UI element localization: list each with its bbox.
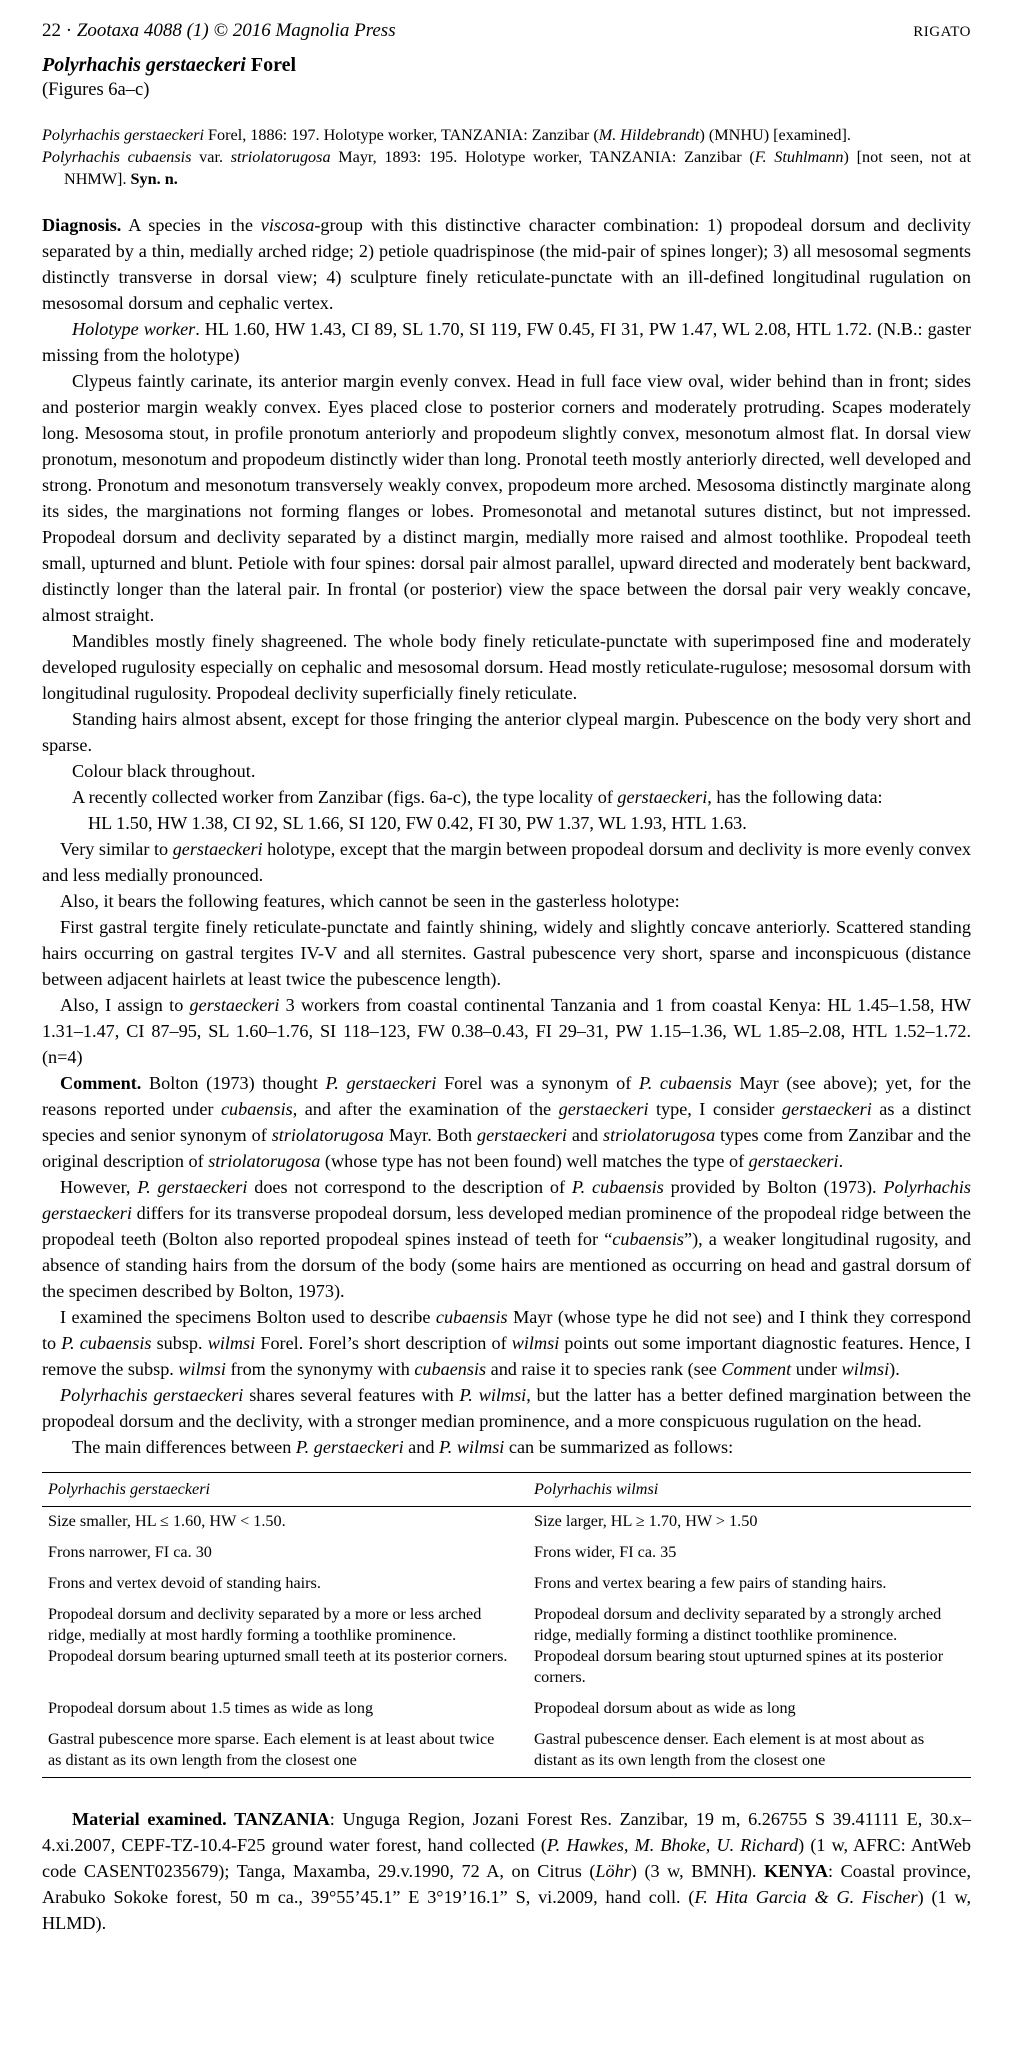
text-column xyxy=(42,52,971,1936)
table-header-row xyxy=(42,1473,971,1507)
description-paragraph: Clypeus faintly carinate, its anterior margin evenly convex. Head in full face view oval, wider behind than in front; sides and posterior margin weakly convex. Eyes placed close to posterior corners and moderately protruding. Scapes moderately long. Mesosoma stout, in profile pronotum anteriorly and propodeum slightly convex, mesonotum almost flat. In dorsal view pronotum, mesonotum and propodeum distinctly wider than long. Pronotal teeth mostly anteriorly directed, well developed and strong. Pronotum and mesonotum transversely weakly convex, propodeum more arched. Mesosoma distinctly marginate along its sides, the marginations not forming flanges or lobes. Promesonotal and metanotal sutures distinct, but not impressed. Propodeal dorsum and declivity separated by a distinct margin, medially more raised and almost toothlike. Propodeal teeth small, upturned and blunt. Petiole with four spines: dorsal pair almost parallel, upward directed and moderately bent backward, distinctly longer than the lateral pair. In frontal (or posterior) view the space between the dorsal pair very weakly concave, almost straight. xyxy=(42,371,971,625)
taxon-heading xyxy=(42,52,971,78)
taxon-name: Polyrhachis gerstaeckeri xyxy=(42,54,246,76)
comparison-table xyxy=(42,1472,971,1778)
page-number: 22 xyxy=(42,20,61,41)
table-cell: Propodeal dorsum about 1.5 times as wide as long xyxy=(48,1699,374,1717)
synonymy-list xyxy=(42,124,971,190)
table-cell: Frons wider, FI ca. 35 xyxy=(534,1543,677,1561)
synonymy-entry: Polyrhachis gerstaeckeri Forel, 1886: 197. Holotype worker, TANZANIA: Zanzibar (M. Hildebrandt) (MNHU) [examined]. xyxy=(42,126,851,144)
figure-reference: (Figures 6a–c) xyxy=(42,80,150,100)
body-paragraph: First gastral tergite finely reticulate-punctate and faintly shining, widely and slightly concave anteriorly. Scattered standing hairs occurring on gastral tergites IV-V and all sternites. Gastral pubescence very short, sparse and inconspicuous (distance between adjacent hairlets at least twice the pubescence length). xyxy=(42,917,971,989)
body-paragraph: Very similar to gerstaeckeri holotype, except that the margin between propodeal dorsum and declivity is more evenly convex and less medially pronounced. xyxy=(42,839,972,885)
body-paragraph: I examined the specimens Bolton used to describe cubaensis Mayr (whose type he did not see) and I think they correspond to P. cubaensis subsp. wilmsi Forel. Forel’s short description of wilmsi points out some important diagnostic features. Hence, I remove the subsp. wilmsi from the synonymy with cubaensis and raise it to species rank (see Comment under wilmsi). xyxy=(42,1307,971,1379)
table-header-cell: Polyrhachis gerstaeckeri xyxy=(48,1480,210,1498)
table-row xyxy=(42,1538,971,1569)
description-paragraph: A recently collected worker from Zanzibar (figs. 6a-c), the type locality of gerstaeckeri, has the following data: xyxy=(72,787,883,807)
measurement-line: HL 1.50, HW 1.38, CI 92, SL 1.66, SI 120, FW 0.42, FI 30, PW 1.37, WL 1.93, HTL 1.63. xyxy=(88,813,747,833)
table-row xyxy=(42,1569,971,1600)
comment-paragraph: Comment. Bolton (1973) thought P. gerstaeckeri Forel was a synonym of P. cubaensis Mayr (see above); yet, for the reasons reported under cubaensis, and after the examination of the gerstaeckeri type, I consider gerstaeckeri as a distinct species and senior synonym of striolatorugosa Mayr. Both gerstaeckeri and striolatorugosa types come from Zanzibar and the original description of striolatorugosa (whose type has not been found) well matches the type of gerstaeckeri. xyxy=(42,1073,972,1171)
table-cell: Frons narrower, FI ca. 30 xyxy=(48,1543,212,1561)
synonymy-entry: Polyrhachis cubaensis var. striolatorugosa Mayr, 1893: 195. Holotype worker, TANZANIA: Zanzibar (F. Stuhlmann) [not seen, not at NHMW]. Syn. n. xyxy=(42,148,971,188)
body-paragraph: Polyrhachis gerstaeckeri shares several features with P. wilmsi, but the latter has a better defined margination between the propodeal dorsum and the declivity, with a stronger median prominence, and a more conspicuous rugulation on the head. xyxy=(42,1385,971,1431)
table-cell: Propodeal dorsum and declivity separated by a strongly arched ridge, medially forming a distinct toothlike prominence. Propodeal dorsum bearing stout upturned spines at its posterior corners. xyxy=(534,1605,944,1686)
body-paragraph: The main differences between P. gerstaeckeri and P. wilmsi can be summarized as follows: xyxy=(72,1437,734,1457)
body-paragraph: However, P. gerstaeckeri does not correspond to the description of P. cubaensis provided by Bolton (1973). Polyrhachis gerstaeckeri differs for its transverse propodeal dorsum, less developed median prominence of the propodeal ridge between the propodeal teeth (Bolton also reported propodeal spines instead of teeth for “cubaensis”), a weaker longitudinal rugosity, and absence of standing hairs from the dorsum of the body (some hairs are mentioned as occurring on head and gastral dorsum of the specimen described by Bolton, 1973). xyxy=(42,1177,971,1301)
description-paragraph: Standing hairs almost absent, except for those fringing the anterior clypeal margin. Pubescence on the body very short and sparse. xyxy=(42,709,971,755)
journal-citation: Zootaxa 4088 (1) © 2016 Magnolia Press xyxy=(76,20,396,41)
table-row xyxy=(42,1694,971,1725)
page-header xyxy=(42,20,971,48)
body-paragraph: Also, it bears the following features, which cannot be seen in the gasterless holotype: xyxy=(60,891,680,911)
table-cell: Gastral pubescence more sparse. Each element is at least about twice as distant as its own length from the closest one xyxy=(48,1730,495,1769)
holotype-paragraph: Holotype worker. HL 1.60, HW 1.43, CI 89, SL 1.70, SI 119, FW 0.45, FI 31, PW 1.47, WL 2.08, HTL 1.72. (N.B.: gaster missing from the holotype) xyxy=(42,319,971,365)
table-cell: Size larger, HL ≥ 1.70, HW > 1.50 xyxy=(534,1512,758,1530)
material-examined-paragraph: Material examined. TANZANIA: Unguga Region, Jozani Forest Res. Zanzibar, 19 m, 6.26755 S 39.41111 E, 30.x–4.xi.2007, CEPF-TZ-10.4-F25 ground water forest, hand collected (P. Hawkes, M. Bhoke, U. Richard) (1 w, AFRC: AntWeb code CASENT0235679); Tanga, Maxamba, 29.v.1990, 72 A, on Citrus (Löhr) (3 w, BMNH). KENYA: Coastal province, Arabuko Sokoke forest, 50 m ca., 39°55’45.1” E 3°19’16.1” S, vi.2009, hand coll. (F. Hita Garcia & G. Fischer) (1 w, HLMD). xyxy=(42,1809,971,1933)
table-cell: Frons and vertex bearing a few pairs of standing hairs. xyxy=(534,1574,887,1592)
header-separator: · xyxy=(65,20,77,41)
table-row xyxy=(42,1507,971,1539)
table-cell: Gastral pubescence denser. Each element is at most about as distant as its own length from the closest one xyxy=(534,1730,925,1769)
diagnosis-paragraph: Diagnosis. A species in the viscosa-group with this distinctive character combination: 1) propodeal dorsum and declivity separated by a thin, medially arched ridge; 2) petiole quadrispinose (the mid-pair of spines longer); 3) all mesosomal segments distinctly transverse in dorsal view; 4) sculpture finely reticulate-punctate with an ill-defined longitudinal rugulation on mesosomal dorsum and cephalic vertex. xyxy=(42,215,971,313)
table-cell: Propodeal dorsum and declivity separated by a more or less arched ridge, medially at most hardly forming a toothlike prominence. Propodeal dorsum bearing upturned small teeth at its posterior corners. xyxy=(48,1605,508,1665)
description-paragraph: Mandibles mostly finely shagreened. The whole body finely reticulate-punctate with superimposed fine and moderately developed rugulosity especially on cephalic and mesosomal dorsum. Head mostly reticulate-rugulose; mesosomal dorsum with longitudinal rugulosity. Propodeal declivity superficially finely reticulate. xyxy=(42,631,971,703)
table-cell: Size smaller, HL ≤ 1.60, HW < 1.50. xyxy=(48,1512,286,1530)
body-paragraph: Also, I assign to gerstaeckeri 3 workers from coastal continental Tanzania and 1 from coastal Kenya: HL 1.45–1.58, HW 1.31–1.47, CI 87–95, SL 1.60–1.76, SI 118–123, FW 0.38–0.43, FI 29–31, PW 1.15–1.36, WL 1.85–2.08, HTL 1.52–1.72. (n=4) xyxy=(42,995,972,1067)
table-row xyxy=(42,1725,971,1778)
table-row xyxy=(42,1600,971,1694)
description-paragraph: Colour black throughout. xyxy=(72,761,256,781)
table-cell: Frons and vertex devoid of standing hairs. xyxy=(48,1574,321,1592)
running-head: RIGATO xyxy=(913,24,971,40)
taxon-author: Forel xyxy=(250,54,297,76)
table-cell: Propodeal dorsum about as wide as long xyxy=(534,1699,796,1717)
table-header-cell: Polyrhachis wilmsi xyxy=(534,1480,659,1498)
